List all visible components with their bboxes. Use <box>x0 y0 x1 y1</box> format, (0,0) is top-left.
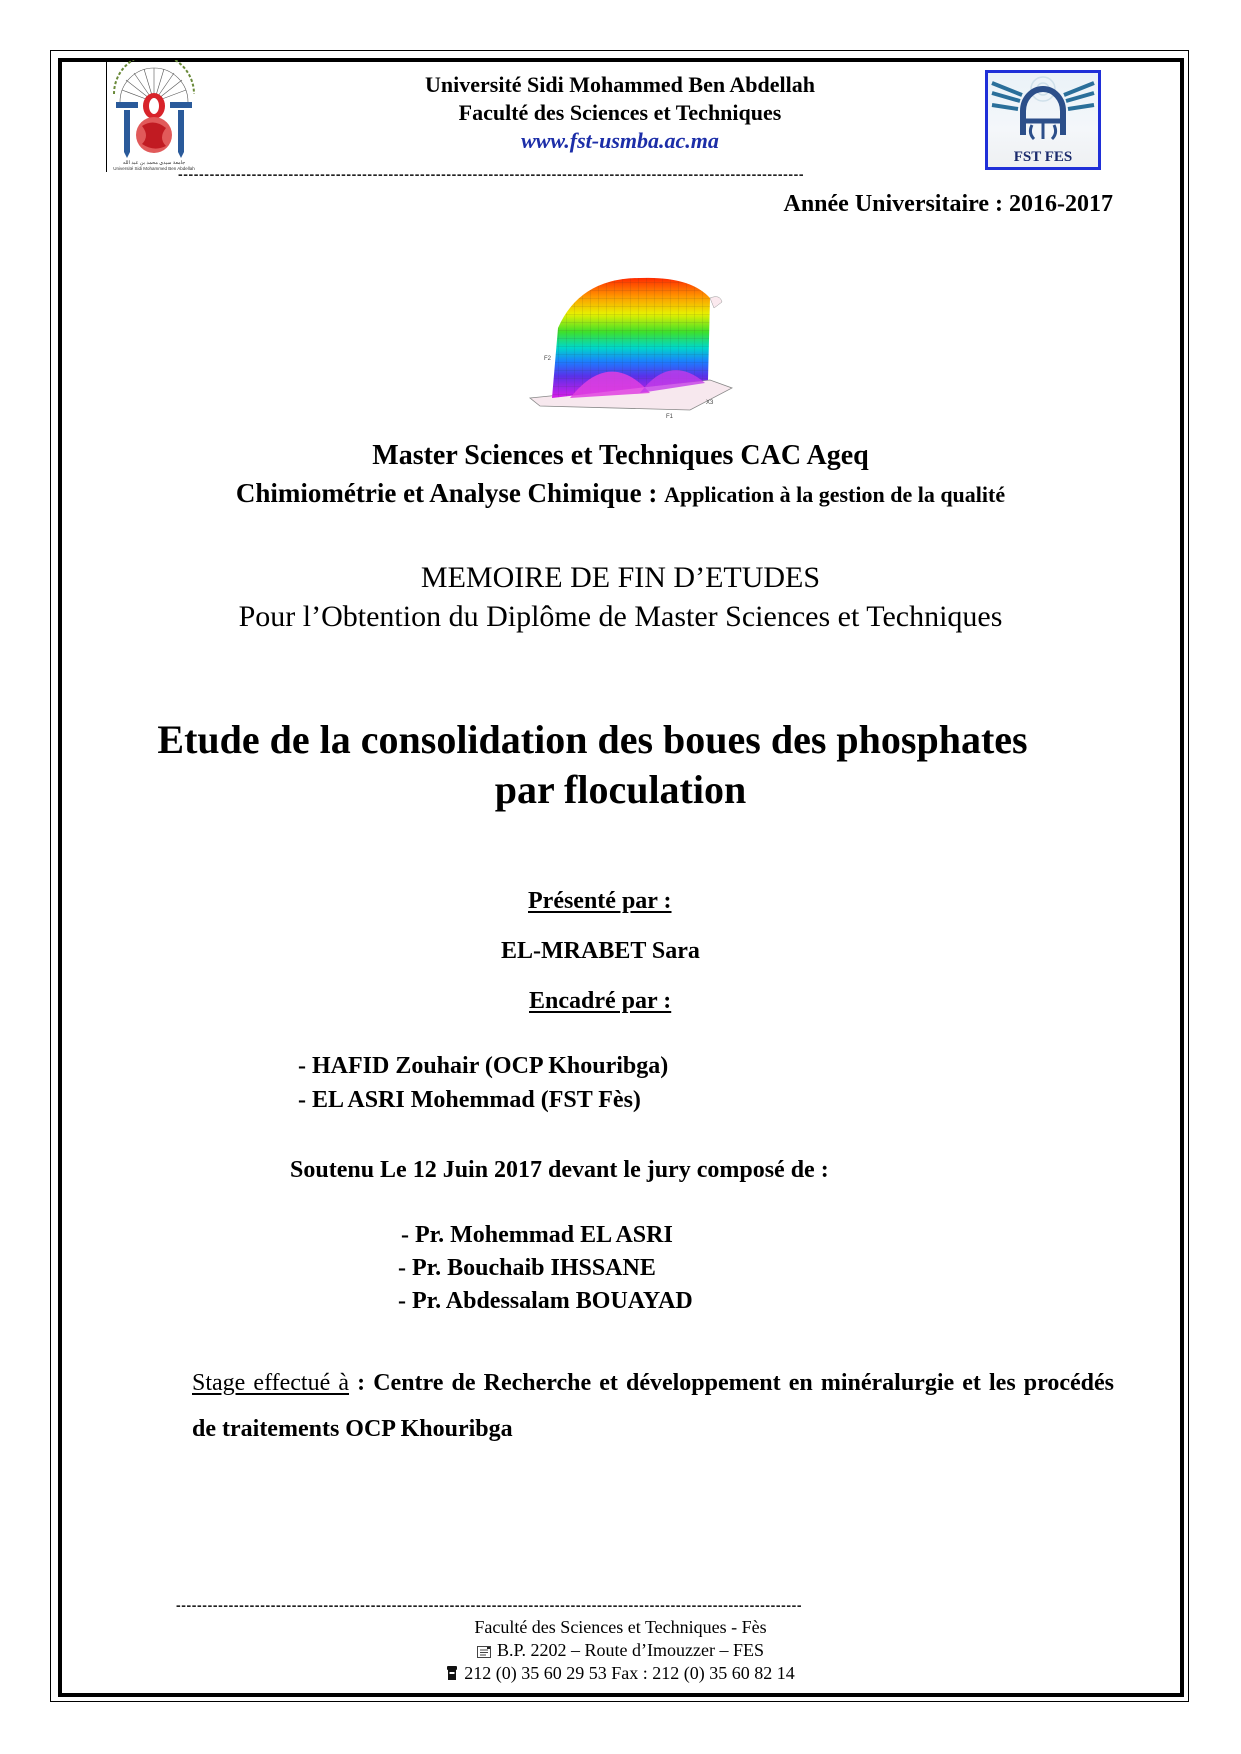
internship-text: : Centre de Recherche et développement en minéralurgie et les procédés de traitements OCP Khouribga <box>192 1370 1114 1442</box>
header-separator: ----------------------------------------------------------------------------------------------------------------------- <box>178 167 805 181</box>
jury-member: - Pr. Mohemmad EL ASRI <box>401 1222 673 1248</box>
supervisor-item: - EL ASRI Mohemmad (FST Fès) <box>298 1087 641 1113</box>
thesis-title <box>60 715 1181 815</box>
faculty-website-link[interactable]: www.fst-usmba.ac.ma <box>521 128 719 153</box>
footer-contact <box>60 1662 1181 1686</box>
university-name: Université Sidi Mohammed Ben Abdellah <box>425 72 815 97</box>
academic-year: Année Universitaire : 2016-2017 <box>783 191 1113 217</box>
svg-text:FST FES: FST FES <box>1013 149 1073 165</box>
svg-text:جامعة سيدي محمد بن عبد الله: جامعة سيدي محمد بن عبد الله <box>122 160 186 166</box>
svg-text:X3: X3 <box>706 400 714 406</box>
footer-separator: ----------------------------------------------------------------------------------------------------------------------- <box>176 1598 803 1612</box>
footer-address-text: B.P. 2202 – Route d’Imouzzer – FES <box>497 1640 764 1660</box>
mailbox-icon <box>477 1641 491 1663</box>
internship-label: Stage effectué à <box>192 1370 350 1396</box>
program-speciality: Chimiométrie et Analyse Chimique : <box>235 478 665 508</box>
student-name: EL-MRABET Sara <box>501 938 700 964</box>
jury-member: - Pr. Abdessalam BOUAYAD <box>398 1288 693 1314</box>
defense-statement: Soutenu Le 12 Juin 2017 devant le jury composé de : <box>290 1157 829 1183</box>
usmba-university-emblem-icon <box>106 60 202 172</box>
supervised-by-label: Encadré par : <box>529 988 672 1014</box>
svg-text:F1: F1 <box>666 414 674 418</box>
footer-phone-fax: 212 (0) 35 60 29 53 Fax : 212 (0) 35 60 82 14 <box>464 1663 795 1683</box>
footer-address <box>60 1639 1181 1663</box>
footer-faculty: Faculté des Sciences et Techniques - Fès <box>474 1617 767 1637</box>
thesis-title-line1: Etude de la consolidation des boues des phosphates <box>157 717 1028 762</box>
master-program-title: Master Sciences et Techniques CAC Ageq <box>372 440 869 471</box>
telephone-icon <box>446 1664 458 1686</box>
3d-response-surface-plot-icon <box>510 258 750 418</box>
master-program-subtitle <box>60 478 1181 509</box>
presented-by-label: Présenté par : <box>528 888 672 914</box>
jury-member: - Pr. Bouchaib IHSSANE <box>398 1255 656 1281</box>
memoire-purpose: Pour l’Obtention du Diplôme de Master Sciences et Techniques <box>238 600 1003 633</box>
faculty-name: Faculté des Sciences et Techniques <box>458 100 782 125</box>
fst-fes-logo-icon <box>985 70 1101 170</box>
program-application: Application à la gestion de la qualité <box>664 482 1006 507</box>
internship-location <box>192 1360 1114 1452</box>
memoire-heading: MEMOIRE DE FIN D’ETUDES <box>420 561 821 594</box>
supervisor-item: - HAFID Zouhair (OCP Khouribga) <box>298 1053 669 1079</box>
svg-text:F2: F2 <box>544 356 552 362</box>
svg-text:Université Sidi Mohammed Ben A: Université Sidi Mohammed Ben Abdellah <box>113 166 195 171</box>
thesis-title-line2: par floculation <box>494 767 747 812</box>
